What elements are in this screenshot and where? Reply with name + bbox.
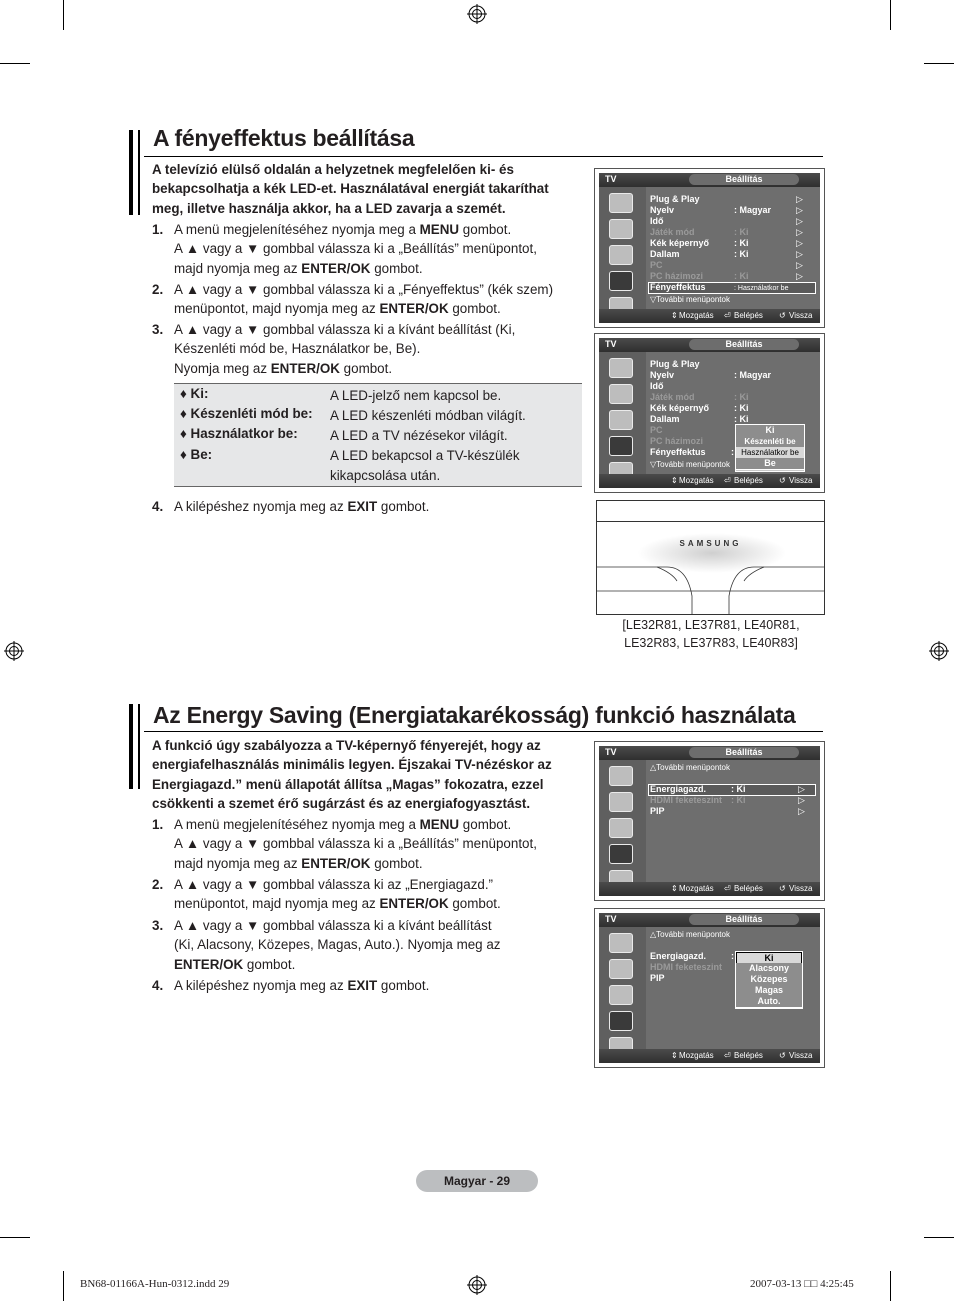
registration-mark-icon (4, 641, 24, 661)
right-arrow-icon: ▷ (798, 784, 805, 794)
popup-option[interactable]: Auto. (736, 996, 802, 1008)
section-title: A fényeffektus beállítása (153, 125, 415, 151)
sound-icon (609, 959, 633, 979)
channel-icon (609, 410, 633, 430)
move-icon: ⇕ (671, 311, 678, 320)
menu-title: Beállítás (689, 174, 799, 185)
file-slug: BN68-01166A-Hun-0312.indd 29 (80, 1278, 230, 1290)
section-rule (144, 731, 823, 732)
channel-icon (609, 245, 633, 265)
popup-option[interactable]: Közepes (736, 974, 802, 986)
option-popup (735, 424, 805, 472)
setup-gear-icon (609, 1011, 633, 1031)
channel-icon (609, 818, 633, 838)
registration-mark-icon (929, 641, 949, 661)
right-arrow-icon: ▷ (798, 806, 805, 816)
option-row: ♦ Ki: A LED-jelző nem kapcsol be. (180, 386, 502, 403)
return-icon: ↺ (779, 476, 786, 485)
popup-option[interactable]: Ki (736, 425, 804, 437)
enter-icon: ⏎ (724, 884, 731, 893)
right-arrow-icon: ▷ (796, 194, 803, 204)
menu-title: Beállítás (689, 747, 799, 758)
return-icon: ↺ (779, 311, 786, 320)
option-popup (735, 951, 803, 1009)
section-bar (138, 130, 140, 215)
step-1: 1. A menü megjelenítéséhez nyomja meg a MENU gombot. A ▲ vagy a ▼ gombbal válassza ki a „Beállítás” menüpontot, majd nyomja meg az ENTER/OK gombot. (152, 222, 537, 276)
right-arrow-icon: ▷ (796, 260, 803, 270)
crop-mark (890, 0, 891, 30)
right-arrow-icon: ▷ (796, 249, 803, 259)
section-rule (144, 156, 823, 157)
section-bar (129, 130, 133, 215)
registration-mark-icon (467, 1275, 487, 1295)
model-caption: [LE32R81, LE37R81, LE40R81, LE32R83, LE37R83, LE40R83] (622, 618, 800, 650)
section-intro: A funkció úgy szabályozza a TV-képernyő fényerejét, hogy az energiafelhasználás minimális legyen. Éjszakai TV-nézéskor az Energiagazd.” menü állapotát állítsa „Magas” fokozatra, ezzel csökkenti a szemet érő sugárzást és az energiafogyasztást. (152, 738, 552, 811)
step-4: 4. A kilépéshez nyomja meg az EXIT gombot. (152, 499, 430, 514)
popup-option[interactable]: Magas (736, 985, 802, 997)
osd-screen: TV Beállítás Plug & Play Nyelv : Magyar Idő Játék mód : Ki Kék képernyő : Ki Dallam : Ki PC PC házimozi : Ki Fényeffektus : Használatkor be ▽További menüpontok ▷ ▷ ▷ ▷ ▷ ▷ ▷ ▷ ⇕ Mozgatás ⏎ Belépés ↺ Vissza (594, 168, 825, 328)
picture-icon (609, 358, 633, 378)
popup-option[interactable]: Be (736, 458, 804, 470)
right-arrow-icon: ▷ (796, 216, 803, 226)
section-title: Az Energy Saving (Energiatakarékosság) funkció használata (153, 702, 796, 728)
setup-gear-icon (609, 844, 633, 864)
return-icon: ↺ (779, 884, 786, 893)
picture-icon (609, 766, 633, 786)
move-icon: ⇕ (671, 884, 678, 893)
popup-option[interactable]: Ki (736, 952, 802, 965)
step-4: 4. A kilépéshez nyomja meg az EXIT gombot. (152, 978, 430, 993)
popup-option[interactable]: Használatkor be (736, 447, 804, 459)
crop-mark (924, 1237, 954, 1238)
enter-icon: ⏎ (724, 476, 731, 485)
right-arrow-icon: ▷ (796, 271, 803, 281)
setup-gear-icon (609, 436, 633, 456)
step-3: 3. A ▲ vagy a ▼ gombbal válassza ki a kívánt beállítást (Ki, Készenléti mód be, Használatkor be, Be). Nyomja meg az ENTER/OK gombot. (152, 322, 516, 376)
step-2: 2. A ▲ vagy a ▼ gombbal válassza ki az „Energiagazd.” menüpontot, majd nyomja meg az ENTER/OK gombot. (152, 877, 501, 912)
crop-mark (0, 63, 30, 64)
crop-mark (63, 1271, 64, 1301)
menu-title: Beállítás (689, 914, 799, 925)
sound-icon (609, 384, 633, 404)
popup-option[interactable]: Készenléti be (736, 436, 804, 448)
sound-icon (609, 792, 633, 812)
picture-icon (609, 193, 633, 213)
right-arrow-icon: ▷ (796, 238, 803, 248)
move-icon: ⇕ (671, 476, 678, 485)
enter-icon: ⏎ (724, 311, 731, 320)
move-icon: ⇕ (671, 1051, 678, 1060)
crop-mark (924, 63, 954, 64)
page-number: Magyar - 29 (416, 1170, 538, 1192)
step-2: 2. A ▲ vagy a ▼ gombbal válassza ki a „Fényeffektus” (kék szem) menüpontot, majd nyomja meg az ENTER/OK gombot. (152, 282, 554, 317)
option-row: ♦ Használatkor be: A LED a TV nézésekor világít. (180, 426, 508, 443)
samsung-logo: SAMSUNG (679, 539, 742, 548)
menu-icon-column (599, 187, 646, 309)
osd-screen: TV Beállítás △További menüpontok Energiagazd. : HDMI feketeszint PIP Ki Alacsony Közepes Magas Auto. ⇕ Mozgatás ⏎ Belépés ↺ Vissza (594, 908, 825, 1068)
popup-option[interactable]: Alacsony (736, 963, 802, 975)
crop-mark (0, 1237, 30, 1238)
section-bar (129, 704, 133, 789)
registration-mark-icon (467, 4, 487, 24)
date-slug: 2007-03-13 □□ 4:25:45 (750, 1278, 854, 1290)
enter-icon: ⏎ (724, 1051, 731, 1060)
return-icon: ↺ (779, 1051, 786, 1060)
tv-front-illustration (596, 500, 825, 615)
step-3: 3. A ▲ vagy a ▼ gombbal válassza ki a kívánt beállítást (Ki, Alacsony, Közepes, Magas, Auto.). Nyomja meg az ENTER/OK gombot. (152, 918, 501, 972)
section-bar (138, 704, 140, 789)
right-arrow-icon: ▷ (796, 227, 803, 237)
option-row: ♦ Készenléti mód be: A LED készenléti módban világít. (180, 406, 526, 423)
osd-screen: TV Beállítás △További menüpontok Energiagazd. : Ki HDMI feketeszint : Ki PIP ▷ ▷ ▷ ⇕ Mozgatás ⏎ Belépés ↺ Vissza (594, 741, 825, 901)
picture-icon (609, 933, 633, 953)
right-arrow-icon: ▷ (796, 205, 803, 215)
menu-icon-column (599, 760, 646, 882)
menu-icon-column (599, 927, 646, 1049)
setup-gear-icon (609, 271, 633, 291)
channel-icon (609, 985, 633, 1005)
step-1: 1. A menü megjelenítéséhez nyomja meg a MENU gombot. A ▲ vagy a ▼ gombbal válassza ki a „Beállítás” menüpontot, majd nyomja meg az ENTER/OK gombot. (152, 817, 537, 871)
section-intro: A televízió elülső oldalán a helyzetnek megfelelően ki- és bekapcsolhatja a kék LED-et. Használatával energiát takaríthat meg, illetve használja akkor, ha a LED zavarja a szemét. (152, 162, 549, 216)
options-table (174, 383, 582, 487)
menu-icon-column (599, 352, 646, 474)
sound-icon (609, 219, 633, 239)
osd-screen: TV Beállítás Plug & Play Nyelv : Magyar Idő Játék mód : Ki Kék képernyő : Ki Dallam : Ki PC PC házimozi Fényeffektus : ▽További menüpontok Ki Készenléti be Használatkor be Be ⇕ Mozgatás ⏎ Belépés ↺ Vissza (594, 333, 825, 493)
option-row: ♦ Be: A LED bekapcsol a TV-készülék kikapcsolása után. (180, 447, 520, 483)
crop-mark (890, 1271, 891, 1301)
crop-mark (63, 0, 64, 30)
right-arrow-icon: ▷ (798, 795, 805, 805)
menu-title: Beállítás (689, 339, 799, 350)
